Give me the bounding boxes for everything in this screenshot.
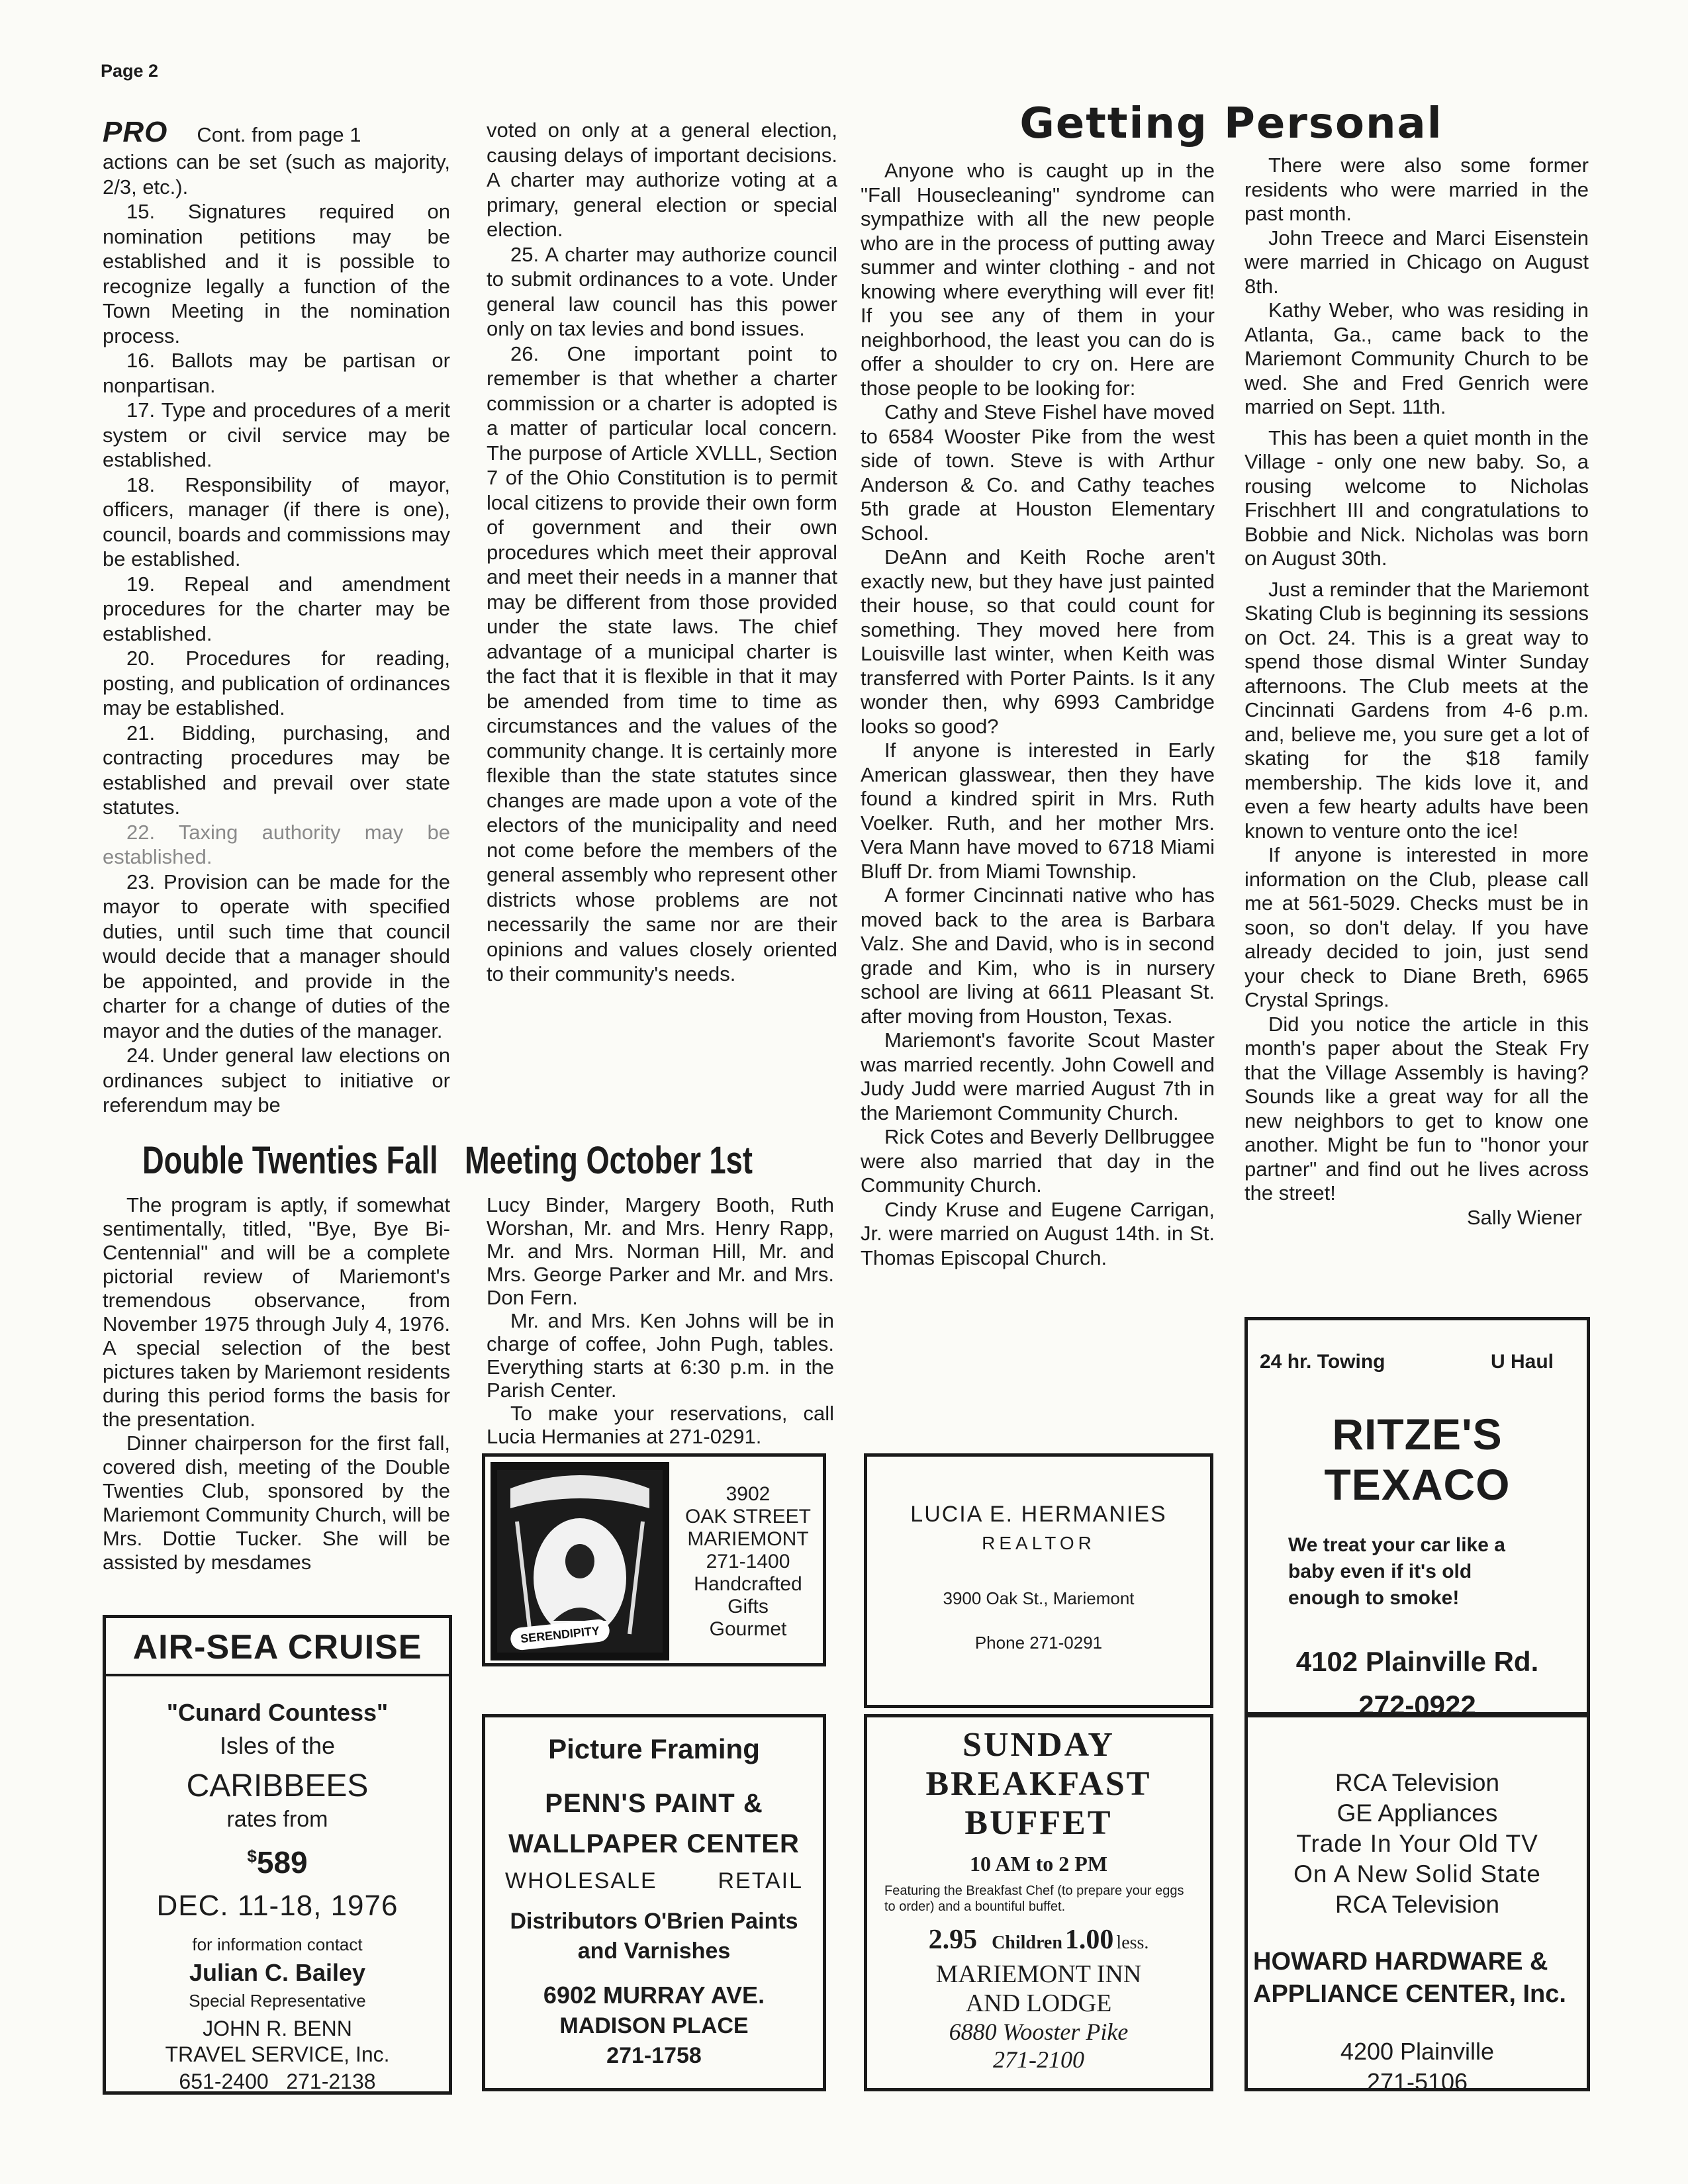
cruise-dates: DEC. 11-18, 1976: [156, 1889, 399, 1922]
double-twenties-heading-left: Double Twenties Fall: [142, 1139, 438, 1182]
pro-continued-note: Cont. from page 1: [197, 123, 361, 146]
buffet-phone: 271-2100: [993, 2046, 1084, 2073]
pro-heading-line: [103, 118, 450, 150]
serendipity-illustration: [491, 1462, 669, 1661]
cruise-phones: 651-2400 271-2138: [179, 2070, 376, 2093]
penns-phone: 271-1758: [606, 2043, 702, 2068]
pro-paragraph: voted on only at a general election, causing delays of important decisions. A charter may authorize voting at a primary, general election or special election.: [487, 118, 837, 241]
double-twenties-paragraph: Mr. and Mrs. Ken Johns will be in charge of coffee, John Pugh, tables. Everything starts at 6:30 p.m. in the Parish Center.: [487, 1309, 834, 1402]
personal-paragraph: A former Cincinnati native who has moved back to the area is Barbara Valz. She and David, who is in second grade and Kim, who is in nursery school are living at 6611 Pleasant St. after moving from Houston, Texas.: [861, 884, 1215, 1028]
pro-paragraph: 18. Responsibility of mayor, officers, manager (if there is one), council, boards and commissions may be established.: [103, 473, 450, 570]
ritze-top-row: [1248, 1320, 1587, 1373]
cruise-isles: Isles of the: [219, 1732, 336, 1759]
ad-howard-hardware: [1244, 1714, 1590, 2095]
howard-address: 4200 Plainville: [1340, 2038, 1495, 2065]
ritze-uhaul: U Haul: [1490, 1351, 1554, 1373]
personal-paragraph: There were also some former residents who were married in the past month.: [1244, 154, 1589, 225]
pro-paragraph: 21. Bidding, purchasing, and contracting procedures may be established and prevail over state statutes.: [103, 721, 450, 819]
buffet-inn-2: AND LODGE: [965, 1989, 1112, 2017]
pro-paragraph: 17. Type and procedures of a merit system or civil service may be established.: [103, 398, 450, 471]
cruise-agency-2: TRAVEL SERVICE, Inc.: [165, 2042, 390, 2066]
penns-name-1: PENN'S PAINT &: [545, 1789, 763, 1818]
buffet-address: 6880 Wooster Pike: [949, 2019, 1129, 2045]
ad-serendipity: [482, 1453, 826, 1666]
double-twenties-paragraph: Dinner chairperson for the first fall, covered dish, meeting of the Double Twenties Club, sponsored by the Mariemont Community Church, will be Mrs. Dottie Tucker. She will be assisted by mesdames: [103, 1432, 450, 1574]
buffet-line-1: SUNDAY: [962, 1726, 1115, 1764]
pro-paragraph: 24. Under general law elections on ordinances subject to initiative or referendum may be: [103, 1044, 450, 1116]
personal-paragraph: Cindy Kruse and Eugene Carrigan, Jr. were married on August 14th. in St. Thomas Episcopal Church.: [861, 1197, 1215, 1269]
getting-personal-column-2: [1244, 154, 1589, 1230]
ad-penns-paint: [482, 1714, 826, 2091]
buffet-child-label: Children: [992, 1933, 1062, 1953]
penns-name-2: WALLPAPER CENTER: [508, 1829, 800, 1858]
cruise-price-line: [106, 1844, 449, 1880]
double-twenties-heading-right: Meeting October 1st: [465, 1139, 753, 1182]
page-number: Page 2: [101, 61, 159, 81]
howard-line-2: GE Appliances: [1336, 1799, 1498, 1827]
pro-heading: PRO: [103, 116, 168, 148]
howard-name-1: HOWARD HARDWARE &: [1253, 1948, 1548, 1976]
realtor-title: REALTOR: [982, 1533, 1096, 1553]
personal-paragraph: If anyone is interested in Early American glasswear, then they have found a kindred spirit in Mrs. Ruth Voelker. Ruth, and her mother Mrs. Vera Mann have moved to 6718 Miami Bluff Dr. from Miami Township.: [861, 739, 1215, 883]
serendipity-line: 271-1400: [706, 1551, 790, 1572]
penns-retail: RETAIL: [718, 1868, 803, 1893]
serendipity-text: [672, 1483, 824, 1641]
penns-varnishes: and Varnishes: [577, 1938, 731, 1964]
buffet-line-2: BREAKFAST: [925, 1765, 1152, 1803]
pro-paragraph: 23. Provision can be made for the mayor to operate with specified duties, until such time that council would decide that a manager should be appointed, and provide in the charter for a change of duties of the mayor and the duties of the manager.: [103, 870, 450, 1042]
getting-personal-column-1: [861, 159, 1215, 1270]
personal-paragraph: Cathy and Steve Fishel have moved to 6584 Wooster Pike from the west side of town. Steve is with Arthur Anderson & Co. and Cathy teaches 5th grade at Houston Elementary School.: [861, 400, 1215, 545]
ritze-towing: 24 hr. Towing: [1260, 1351, 1385, 1373]
pro-paragraph: 19. Repeal and amendment procedures for the charter may be established.: [103, 572, 450, 645]
howard-name-2: APPLIANCE CENTER, Inc.: [1253, 1980, 1566, 2008]
buffet-less: less.: [1116, 1933, 1149, 1953]
personal-paragraph: Kathy Weber, who was residing in Atlanta, Ga., came back to the Mariemont Community Church to be wed. She and Fred Genrich were married on Sept. 11th.: [1244, 298, 1589, 418]
ritze-tagline: We treat your car like a baby even if it's old enough to smoke!: [1288, 1534, 1505, 1609]
ad-air-sea-cruise: [103, 1615, 452, 2095]
buffet-adult-price: 2.95: [928, 1925, 978, 1955]
buffet-hours: 10 AM to 2 PM: [970, 1852, 1107, 1876]
cruise-rates: rates from: [226, 1807, 328, 1832]
personal-paragraph: If anyone is interested in more information on the Club, please call me at 561-5029. Checks must be in soon, so don't delay. If you have already decided to join, just send your check to Diane Breth, 6965 Crystal Springs.: [1244, 843, 1589, 1011]
personal-paragraph: Rick Cotes and Beverly Dellbruggee were also married that day in the Community Church.: [861, 1125, 1215, 1197]
cruise-agency-1: JOHN R. BENN: [203, 2017, 352, 2040]
cruise-ship: "Cunard Countess": [166, 1699, 389, 1726]
cruise-destination: CARIBBEES: [186, 1768, 369, 1803]
howard-line-3: Trade In Your Old TV: [1296, 1830, 1538, 1857]
serendipity-line: Gourmet: [709, 1618, 787, 1640]
pro-paragraph: 15. Signatures required on nomination petitions may be established and it is possible to recognize legally a function of the Town Meeting in the nomination process.: [103, 200, 450, 347]
pro-paragraph: 16. Ballots may be partisan or nonpartisan.: [103, 349, 450, 397]
double-twenties-column-2: [487, 1193, 834, 1448]
pro-column-1: [103, 118, 450, 1118]
serendipity-sign: SERENDIPITY: [510, 1618, 611, 1651]
realtor-address: 3900 Oak St., Mariemont: [943, 1588, 1135, 1608]
penns-picture-framing: Picture Framing: [548, 1733, 760, 1764]
personal-paragraph: DeAnn and Keith Roche aren't exactly new, but they have just painted their house, so that could count for something. They moved here from Louisville last winter, when Keith was transferred with Porter Paints. Is it any wonder then, why 6993 Cambridge looks so good?: [861, 545, 1215, 738]
buffet-child-price: 1.00: [1064, 1925, 1114, 1955]
buffet-fine-print: Featuring the Breakfast Chef (to prepare your eggs to order) and a bountiful buffet.: [884, 1884, 1184, 1914]
ritze-phone: 272-0922: [1358, 1690, 1476, 1721]
serendipity-line: 3902: [726, 1483, 771, 1505]
cruise-price-symbol: $: [247, 1846, 257, 1866]
penns-address: 6902 MURRAY AVE.: [543, 1981, 765, 2009]
double-twenties-paragraph: Lucy Binder, Margery Booth, Ruth Worshan, Mr. and Mrs. Henry Rapp, Mr. and Mrs. Norman Hill, Mr. and Mrs. George Parker and Mr. and Mrs. Don Fern.: [487, 1193, 834, 1309]
serendipity-line: Gifts: [727, 1596, 769, 1617]
cruise-contact: Julian C. Bailey: [189, 1959, 366, 1986]
realtor-name: LUCIA E. HERMANIES: [910, 1502, 1167, 1527]
howard-line-1: RCA Television: [1335, 1769, 1500, 1796]
penns-madison: MADISON PLACE: [559, 2013, 749, 2038]
pro-paragraph: actions can be set (such as majority, 2/3, etc.).: [103, 150, 450, 199]
buffet-line-3: BUFFET: [964, 1804, 1113, 1842]
personal-paragraph: This has been a quiet month in the Village - only one new baby. So, a rousing welcome to Nicholas Frischhert III and congratulations to Bobbie and Nick. Nicholas was born on August 30th.: [1244, 426, 1589, 570]
serendipity-line: Handcrafted: [694, 1573, 802, 1595]
pro-paragraph: 20. Procedures for reading, posting, and publication of ordinances may be established.: [103, 647, 450, 719]
cruise-price: 589: [256, 1845, 308, 1880]
serendipity-line: MARIEMONT: [687, 1528, 809, 1550]
personal-paragraph: Just a reminder that the Mariemont Skating Club is beginning its sessions on Oct. 24. This is a great way to spend those dismal Winter Sunday afternoons. The Club meets at the Cincinnati Gardens from 4-6 p.m. and, believe me, you sure get a lot of skating for the $18 family membership. The kids love it, and even a few hearty adults have been known to venture onto the ice!: [1244, 577, 1589, 842]
double-twenties-paragraph: To make your reservations, call Lucia Hermanies at 271-0291.: [487, 1402, 834, 1448]
penns-distributors: Distributors O'Brien Paints: [510, 1909, 798, 1934]
double-twenties-paragraph: The program is aptly, if somewhat sentimentally, titled, "Bye, Bye Bi-Centennial" and will be a complete pictorial review of Mariemont's tremendous observance, from November 1975 through July 4, 1976. A special selection of the best pictures taken by Mariemont residents during this period forms the basis for the presentation.: [103, 1193, 450, 1431]
ritze-name: RITZE'S TEXACO: [1324, 1410, 1511, 1509]
ad-ritzes-texaco: [1244, 1317, 1590, 1721]
ad-breakfast-buffet: [864, 1714, 1213, 2091]
cruise-role: Special Representative: [189, 1991, 366, 2011]
pro-paragraph: 22. Taxing authority may be established.: [103, 820, 450, 868]
personal-paragraph: Did you notice the article in this month's paper about the Steak Fry that the Village Assembly is having? Sounds like a great way for all the new neighbors to get to know one another. Might be fun to "honor your partner" and find out he lives across the street!: [1244, 1012, 1589, 1205]
howard-phone: 271-5106: [1366, 2068, 1468, 2095]
buffet-inn-1: MARIEMONT INN: [935, 1960, 1142, 1988]
serendipity-line: OAK STREET: [684, 1506, 812, 1527]
personal-paragraph: Mariemont's favorite Scout Master was married recently. John Cowell and Judy Judd were married August 7th in the Mariemont Community Church.: [861, 1028, 1215, 1124]
cruise-title: AIR-SEA CRUISE: [106, 1618, 449, 1676]
cruise-info: for information contact: [192, 1934, 363, 1954]
personal-paragraph: John Treece and Marci Eisenstein were married in Chicago on August 8th.: [1244, 226, 1589, 298]
buffet-prices: [867, 1924, 1210, 1956]
signature: Sally Wiener: [1467, 1205, 1582, 1229]
howard-line-4: On A New Solid State: [1293, 1860, 1541, 1888]
personal-paragraph: Anyone who is caught up in the "Fall Housecleaning" syndrome can sympathize with all the new people who are in the process of putting away summer and winter clothing - and not knowing where everything will ever fit! If you see any of them in your neighborhood, the least you can do is offer a shoulder to cry on. Here are those people to be looking for:: [861, 159, 1215, 400]
realtor-phone: Phone 271-0291: [974, 1633, 1103, 1653]
penns-wholesale-retail: [485, 1868, 823, 1894]
pro-paragraph: 25. A charter may authorize council to submit ordinances to a vote. Under general law council has this power only on tax levies and bond issues.: [487, 242, 837, 340]
pro-paragraph: 26. One important point to remember is that whether a charter commission or a charter is adopted is a matter of particular local concern. The purpose of Article XVLLL, Section 7 of the Ohio Constitution is to permit local citizens to provide their own form of government and their own procedures which meet their approval and meet their needs in a manner that may be different from those provided under the state laws. The chief advantage of a municipal charter is the fact that it is flexible in that it may be amended from time to time as circumstances and the values of the community change. It is certainly more flexible than the state statutes since changes are made upon a vote of the electors of the municipality and need not come before the members of the general assembly who represent other districts whose problems are not necessarily the same nor are their opinions and values closely oriented to their community's needs.: [487, 341, 837, 985]
ad-hermanies-realtor: [864, 1453, 1213, 1708]
double-twenties-column-1: [103, 1193, 450, 1574]
penns-wholesale: WHOLESALE: [505, 1868, 657, 1893]
ritze-address: 4102 Plainville Rd.: [1295, 1646, 1539, 1677]
getting-personal-title: Getting Personal: [1019, 99, 1443, 148]
howard-line-5: RCA Television: [1335, 1891, 1500, 1918]
pro-column-2: [487, 118, 837, 987]
